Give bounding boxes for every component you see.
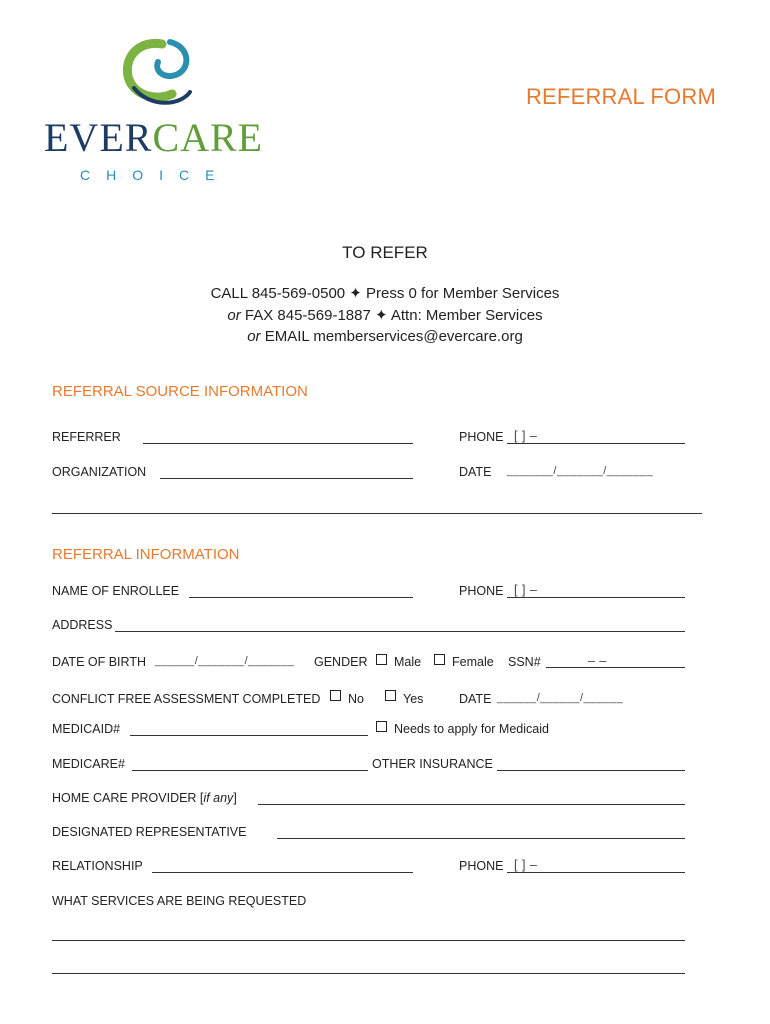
female-checkbox[interactable] [434,654,445,665]
cfa-date-field[interactable]: ______/______/______ [497,692,624,704]
male-label: Male [394,655,422,669]
logo-subtitle: CHOICE [80,167,231,183]
cfa-yes-label: Yes [403,692,424,706]
gender-label: GENDER [314,655,368,669]
swirl-logo-icon [110,36,200,112]
enrollee-phone-label: PHONE [459,584,504,598]
form-title: REFERRAL FORM [525,84,716,109]
cfa-yes-checkbox[interactable] [385,690,396,701]
organization-label: ORGANIZATION [52,465,147,479]
rep-phone-mask: [ ] – [514,858,538,872]
source-phone-mask: [ ] – [514,429,538,443]
dob-field[interactable]: ______/_______/_______ [155,655,295,667]
address-label: ADDRESS [52,618,113,632]
evercare-logo [40,36,270,196]
source-phone-label: PHONE [459,430,504,444]
medicaid-field[interactable] [130,735,368,736]
source-date-field[interactable]: _______/_______/_______ [507,465,654,477]
enrollee-name-label: NAME OF ENROLLEE [52,584,180,598]
to-refer-heading: TO REFER [342,243,428,262]
ssn-label: SSN# [508,655,541,669]
source-section-heading: REFERRAL SOURCE INFORMATION [52,383,308,400]
referrer-field[interactable] [143,443,413,444]
male-checkbox[interactable] [376,654,387,665]
relationship-label: RELATIONSHIP [52,859,143,873]
cfa-label: CONFLICT FREE ASSESSMENT COMPLETED [52,692,321,706]
home-care-field[interactable] [258,804,685,805]
needs-medicaid-checkbox[interactable] [376,721,387,732]
services-line-2[interactable] [52,973,685,974]
ssn-mask: – – [588,654,607,668]
address-field[interactable] [115,631,685,632]
other-insurance-field[interactable] [497,770,685,771]
enrollee-name-field[interactable] [189,597,413,598]
female-label: Female [452,655,494,669]
other-insurance-label: OTHER INSURANCE [372,757,493,771]
logo-wordmark: EVERCARE [44,115,264,160]
cfa-no-checkbox[interactable] [330,690,341,701]
dob-label: DATE OF BIRTH [52,655,146,669]
section-divider [52,513,702,514]
medicare-field[interactable] [132,770,368,771]
source-phone-field[interactable] [507,443,685,444]
medicare-label: MEDICARE# [52,757,125,771]
call-line: CALL 845-569-0500 ✦ Press 0 for Member Services [210,285,560,302]
cfa-no-label: No [348,692,364,706]
home-care-label: HOME CARE PROVIDER [if any] [52,791,237,805]
medicaid-label: MEDICAID# [52,722,121,736]
organization-field[interactable] [160,478,413,479]
services-line-1[interactable] [52,940,685,941]
rep-phone-field[interactable] [507,872,685,873]
cfa-date-label: DATE [459,692,492,706]
fax-line: or FAX 845-569-1887 ✦ Attn: Member Services [227,307,543,324]
services-label: WHAT SERVICES ARE BEING REQUESTED [52,894,307,908]
ssn-field[interactable] [546,667,685,668]
designated-rep-label: DESIGNATED REPRESENTATIVE [52,825,247,839]
referrer-label: REFERRER [52,430,121,444]
rep-phone-label: PHONE [459,859,504,873]
relationship-field[interactable] [152,872,413,873]
enrollee-phone-field[interactable] [507,597,685,598]
source-date-label: DATE [459,465,492,479]
needs-medicaid-label: Needs to apply for Medicaid [394,722,549,736]
referral-section-heading: REFERRAL INFORMATION [52,546,240,563]
designated-rep-field[interactable] [277,838,685,839]
enrollee-phone-mask: [ ] – [514,583,538,597]
email-line: or EMAIL memberservices@evercare.org [247,328,523,345]
